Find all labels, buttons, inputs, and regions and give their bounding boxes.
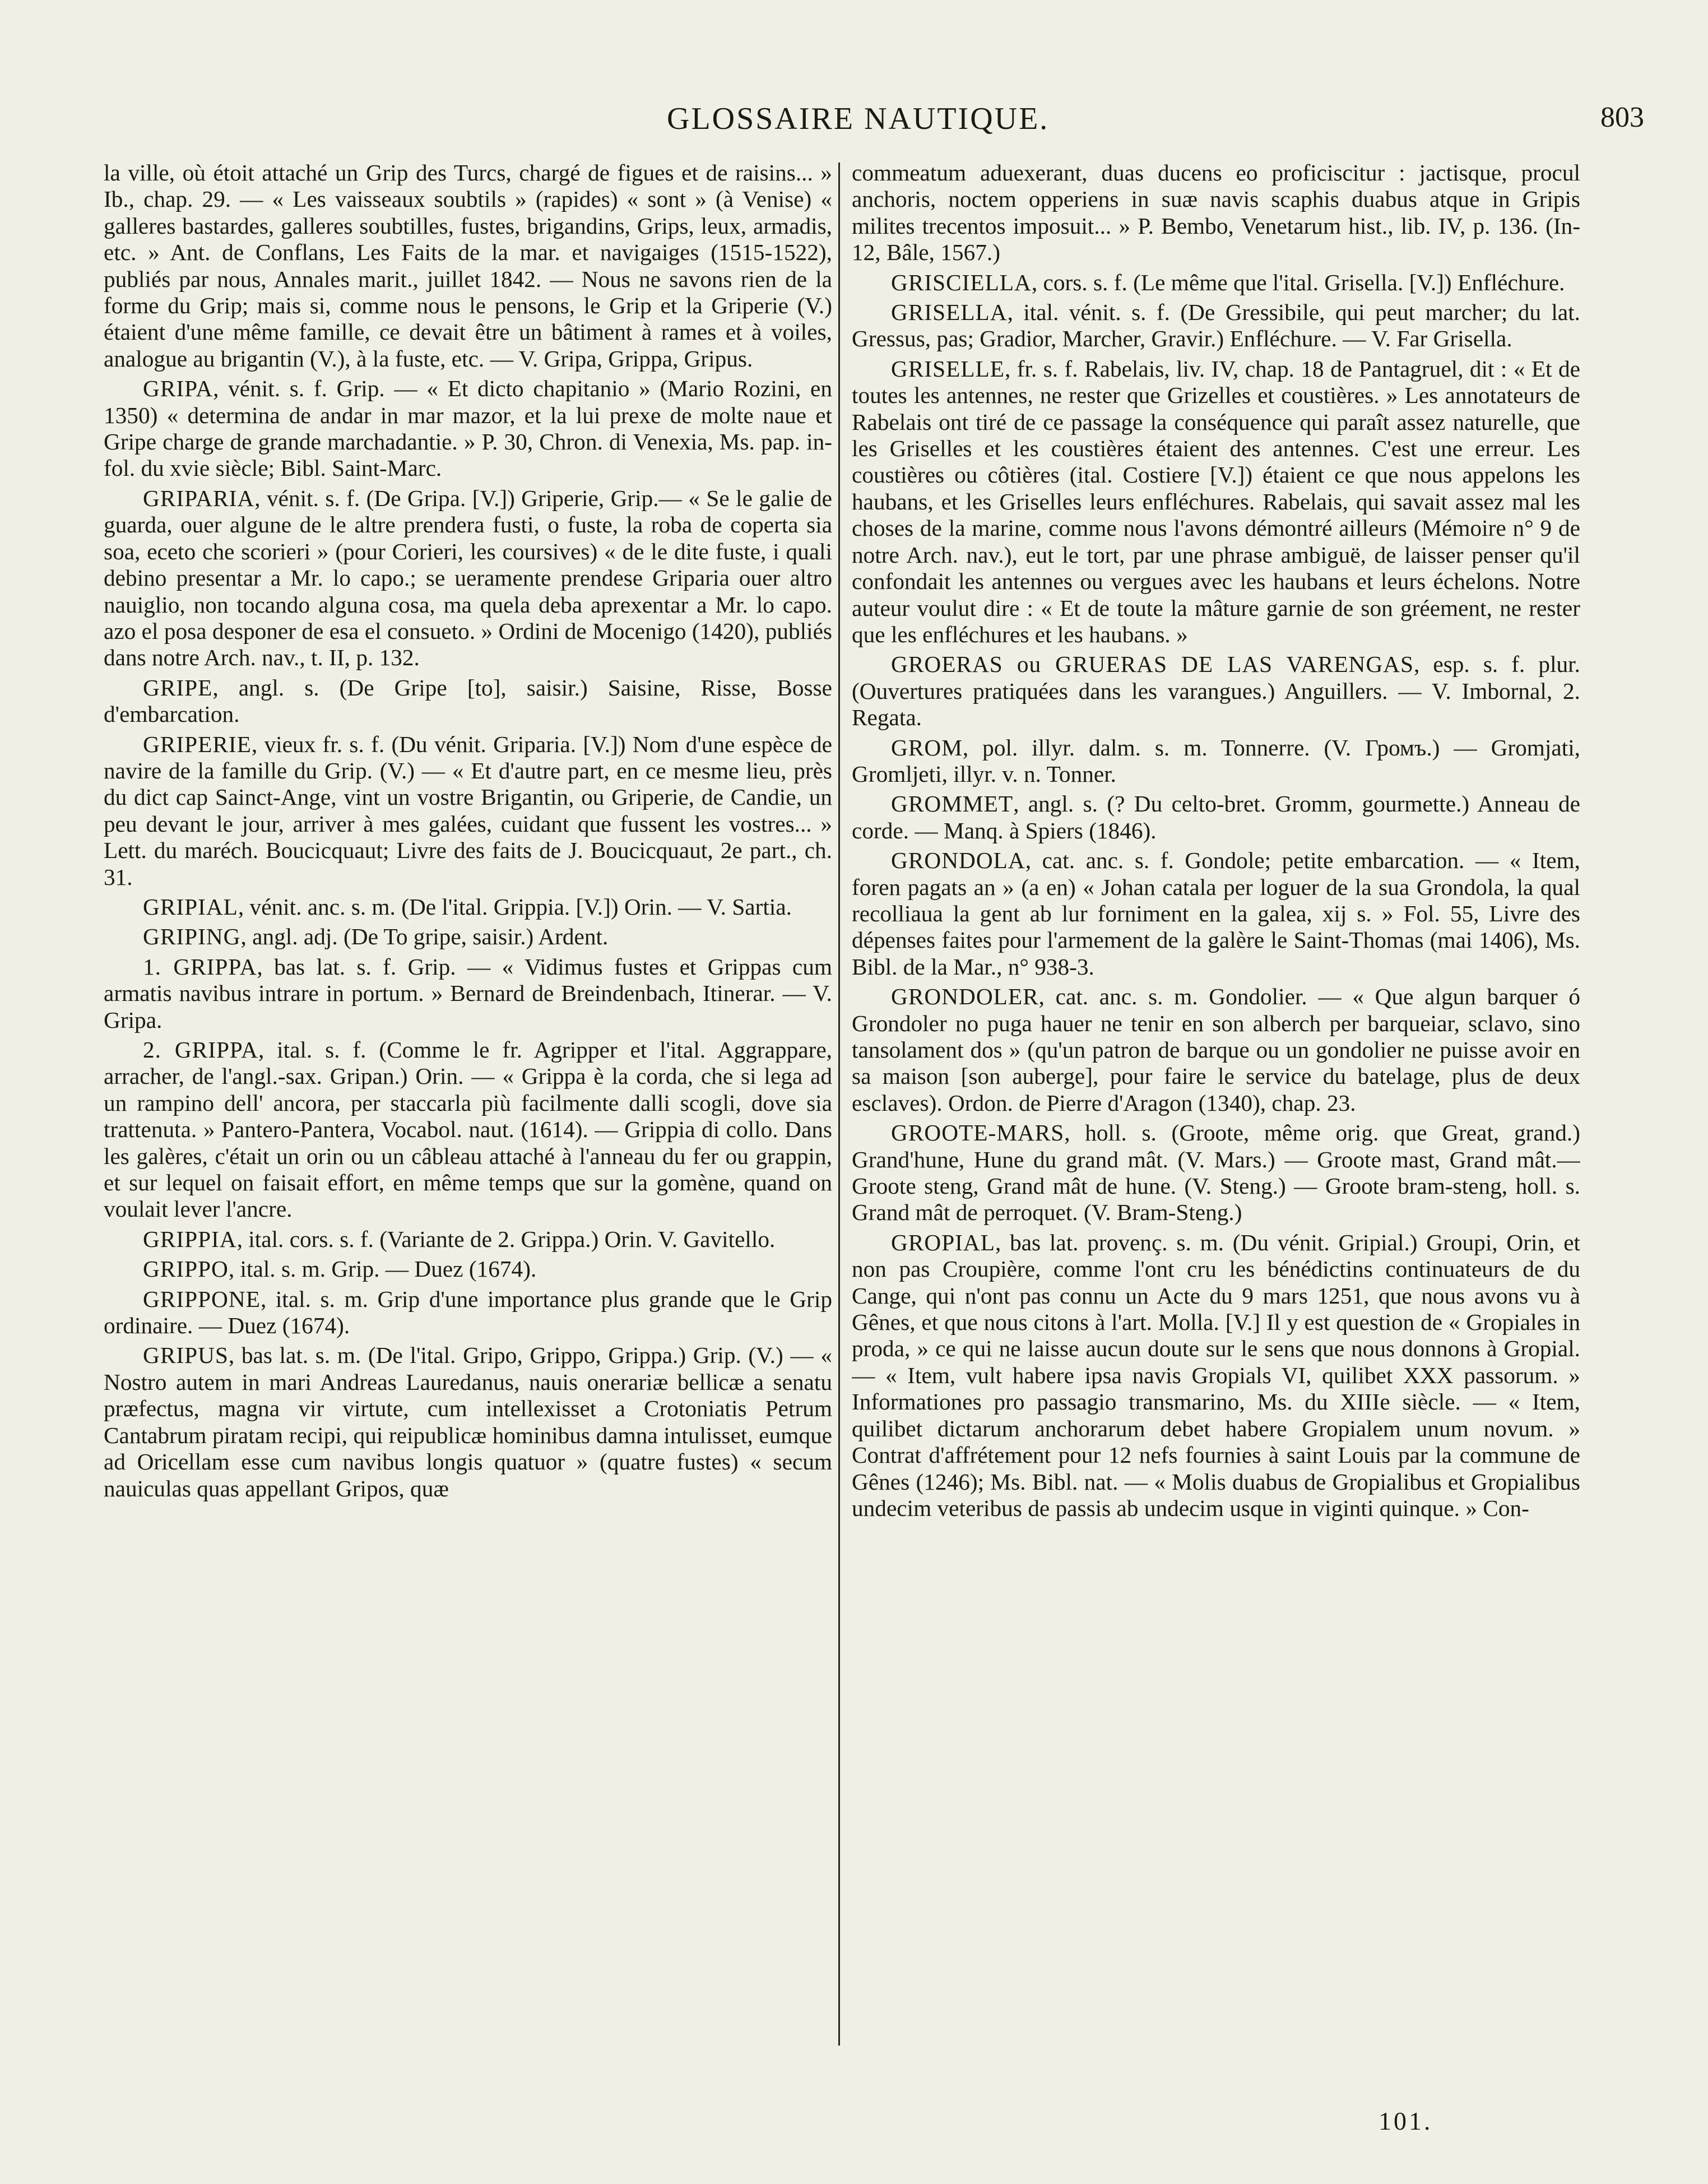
entry-text: , ital. s. m. Grip. — Duez (1674).	[228, 1256, 537, 1282]
continued-paragraph	[852, 160, 1580, 266]
entry-text: , esp. s. f. plur. (Ouvertures pratiquées dans les varangues.) Anguillers. — V. Imbornal, 2. Regata.	[852, 651, 1580, 731]
entry-headword: GRONDOLA	[891, 847, 1025, 874]
entry-headword: GRIPUS	[143, 1342, 229, 1369]
entry-headword: GROPIAL	[891, 1229, 995, 1255]
glossary-entry	[104, 375, 832, 482]
entry-text: , ital. cors. s. f. (Variante de 2. Grippa.) Orin. V. Gavitello.	[236, 1226, 776, 1252]
glossary-entry	[104, 1256, 832, 1282]
entry-headword: GRIPERIE	[143, 731, 252, 757]
entry-text: , vénit. s. f. Grip. — « Et dicto chapitanio » (Mario Rozini, en 1350) « determina de andar in mar mazor, et la lui prexe de molte naue et Gripe charge de grande marchadantie. » P. 30, Chron. di Venexia, Ms. pap. in-fol. du xvie siècle; Bibl. Saint-Marc.	[104, 375, 832, 481]
glossary-entry	[104, 1037, 832, 1223]
entry-text: , fr. s. f. Rabelais, liv. IV, chap. 18 de Pantagruel, dit : « Et de toutes les antennes, ne rester que Grizelles et coustières. » Les annotateurs de Rabelais ont tiré de ce passage la conséquence qui paraît assez naturelle, que les Griselles et les coustières étaient des antennes. C'est une erreur. Les coustières ou côtières (ital. Costiere [V.]) étaient ce que nous appelons les haubans, et les Griselles leurs enfléchures. Rabelais, qui savait assez mal les choses de la marine, comme nous l'avons démontré ailleurs (Mémoire n° 9 de notre Arch. nav.), eut le tort, par une phrase ambiguë, de laisser penser qu'il confondait les antennes ou vergues avec les haubans et leurs échelons. Notre auteur voulut dire : « Et de toute la mâture garnie de son gréement, ne rester que les enfléchures et les haubans. »	[852, 355, 1580, 647]
glossary-entry	[104, 1286, 832, 1339]
continued-paragraph	[104, 160, 832, 372]
page-number: 803	[1600, 101, 1644, 133]
glossary-entry	[852, 270, 1580, 296]
entry-text: , vénit. anc. s. m. (De l'ital. Grippia. [V.]) Orin. — V. Sartia.	[238, 893, 792, 920]
glossary-entry	[852, 299, 1580, 353]
entry-headword: 2. GRIPPA	[143, 1037, 258, 1063]
glossary-entry	[852, 1120, 1580, 1226]
entry-headword: GRISELLA	[891, 299, 1008, 326]
entry-text: , vieux fr. s. f. (Du vénit. Griparia. [V.]) Nom d'une espèce de navire de la famille du Grip. (V.) — « Et d'autre part, en ce mesme lieu, près du dict cap Sainct-Ange, vint un vostre Brigantin, ou Griperie, de Candie, un peu devant le jour, arriver à mes galées, cuidant que fussent les vostres... » Lett. du maréch. Boucicquaut; Livre des faits de J. Boucicquaut, 2e part., ch. 31.	[104, 731, 832, 890]
entry-text: , ital. s. m. Grip d'une importance plus grande que le Grip ordinaire. — Duez (1674).	[104, 1286, 832, 1339]
entry-text: , bas lat. s. f. Grip. — « Vidimus fustes et Grippas cum armatis navibus intrare in portum. » Bernard de Breindenbach, Itinerar. — V. Gripa.	[104, 953, 832, 1033]
glossary-entry	[104, 954, 832, 1033]
glossary-entry	[852, 791, 1580, 844]
entry-text: , bas lat. s. m. (De l'ital. Gripo, Grippo, Grippa.) Grip. (V.) — « Nostro autem in mari Andreas Lauredanus, nauis onerariæ bellicæ a senatu præfectus, magna vir virtute, cum intellexisset a Crotoniatis Petrum Cantabrum piratam recipi, qui reipublicæ hominibus damna intulisset, eumque ad Oricellam esse cum navibus longis quatuor » (quatre fustes) « secum nauiculas quas appellant Gripos, quæ	[104, 1342, 832, 1501]
entry-headword: GROM	[891, 734, 963, 761]
glossary-entry	[852, 735, 1580, 788]
entry-headword: GROOTE-MARS	[891, 1120, 1065, 1146]
glossary-entry	[104, 924, 832, 950]
entry-headword: GRIPARIA	[143, 485, 255, 511]
entry-text: , angl. adj. (De To gripe, saisir.) Ardent.	[240, 924, 609, 950]
entry-text: , bas lat. provenç. s. m. (Du vénit. Gripial.) Groupi, Orin, et non pas Croupière, comme l'ont cru les bénédictins continuateurs de du Cange, qui n'ont pas connu un Acte du 9 mars 1251, que nous avons vu à Gênes, et que nous citons à l'art. Molla. [V.] Il y est question de « Gropiales in proda, » ce qui ne laisse aucun doute sur le sens que nous donnons à Gropial. — « Item, vult habere ipsa navis Gropials VI, quilibet XXX passorum. » Informationes pro passagio transmarino, Ms. du XIIIe siècle. — « Item, quilibet dictarum anchorarum debet habere Gropialem unum novum. » Contrat d'affrétement pour 12 nefs fournies à saint Louis par la commune de Gênes (1246); Ms. Bibl. nat. — « Molis duabus de Gropialibus et Gropialibus undecim veteribus de passis ab undecim usque in viginti quinque. » Con-	[852, 1229, 1580, 1521]
entry-text: , cors. s. f. (Le même que l'ital. Grisella. [V.]) Enfléchure.	[1031, 269, 1565, 295]
signature-mark: 101.	[1379, 2107, 1433, 2135]
right-column	[852, 160, 1580, 2106]
entry-text: la ville, où étoit attaché un Grip des Turcs, chargé de figues et de raisins... » Ib., chap. 29. — « Les vaisseaux soubtils » (rapides) « sont » (à Venise) « galleres bastardes, galleres soubtilles, fustes, brigandins, Grips, leux, armadis, etc. » Ant. de Conflans, Les Faits de la mar. et navigaiges (1515-1522), publiés par nous, Annales marit., juillet 1842. — Nous ne savons rien de la forme du Grip; mais si, comme nous le pensons, le Grip et la Griperie (V.) étaient d'une même famille, ce devait être un bâtiment à rames et à voiles, analogue au brigantin (V.), à la fuste, etc. — V. Gripa, Grippa, Gripus.	[104, 160, 832, 372]
glossary-entry	[104, 485, 832, 671]
column-divider	[838, 163, 840, 2046]
glossary-entry	[852, 1230, 1580, 1522]
entry-headword: GROMMET	[891, 791, 1014, 817]
entry-text: , pol. illyr. dalm. s. m. Tonnerre. (V. Громъ.) — Gromjati, Gromljeti, illyr. v. n. Tonner.	[852, 734, 1580, 787]
entry-text: , ital. vénit. s. f. (De Gressibile, qui peut marcher; du lat. Gressus, pas; Gradior, Marcher, Gravir.) Enfléchure. — V. Far Grisella.	[852, 299, 1580, 352]
glossary-entry	[852, 356, 1580, 648]
entry-text: commeatum aduexerant, duas ducens eo proficiscitur : jactisque, procul anchoris, noctem opperiens in suæ navis scaphis duabus atque in Gripis milites trecentos imposuit... » P. Bembo, Venetarum hist., lib. IV, p. 136. (In-12, Bâle, 1567.)	[852, 160, 1580, 266]
entry-headword: GRIPING	[143, 924, 241, 950]
entry-headword: GRIPA	[143, 375, 214, 402]
entry-headword: GRISELLE	[891, 355, 1005, 382]
entry-headword: GRIPPO	[143, 1256, 229, 1282]
entry-headword: GRIPPIA	[143, 1226, 237, 1252]
left-column	[104, 160, 832, 2106]
entry-headword: GRIPIAL	[143, 893, 238, 920]
entry-text: , angl. s. (? Du celto-bret. Gromm, gourmette.) Anneau de corde. — Manq. à Spiers (1846).	[852, 791, 1580, 843]
entry-headword: GRONDOLER	[891, 984, 1039, 1010]
entry-headword: GRISCIELLA	[891, 269, 1032, 295]
entry-text: , cat. anc. s. f. Gondole; petite embarcation. — « Item, foren pagats an » (a en) « Johan catala per loguer de la sua Grondola, la qual recolliaua la gent ab lur forniment en la galea, xij s. » Fol. 55, Livre des dépenses faites pour l'armement de la galère le Saint-Thomas (mai 1406), Ms. Bibl. de la Mar., n° 938-3.	[852, 847, 1580, 980]
entry-headword: GRIPE	[143, 674, 213, 701]
running-head: GLOSSAIRE NAUTIQUE.	[667, 101, 1050, 136]
glossary-entry	[104, 675, 832, 728]
entry-text: , angl. s. (De Gripe [to], saisir.) Saisine, Risse, Bosse d'embarcation.	[104, 674, 832, 727]
entry-text: , holl. s. (Groote, même orig. que Great, grand.) Grand'hune, Hune du grand mât. (V. Mars.) — Groote mast, Grand mât.—Groote steng, Grand mât de hune. (V. Steng.) — Groote bram-steng, holl. s. Grand mât de perroquet. (V. Bram-Steng.)	[852, 1120, 1580, 1226]
entry-text: , vénit. s. f. (De Gripa. [V.]) Griperie, Grip.— « Se le galie de guarda, ouer algune de le altre prendera fusti, o fuste, la roba de coperta sia soa, eceto che scorieri » (pour Corieri, les coursives) « de le dite fuste, i quali debino presentar a Mr. lo capo.; se ueramente prendese Griparia ouer altro nauiglio, non tocando alguna cosa, ma quela deba aprexentar a Mr. lo capo. azo el posa desponer de esa el consueto. » Ordini de Mocenigo (1420), publiés dans notre Arch. nav., t. II, p. 132.	[104, 485, 832, 671]
glossary-entry	[852, 651, 1580, 731]
entry-headword: GRIPPONE	[143, 1286, 261, 1312]
entry-headword: 1. GRIPPA	[143, 953, 257, 980]
glossary-entry	[104, 1226, 832, 1253]
glossary-entry	[104, 1342, 832, 1501]
entry-headword: GROERAS ou GRUERAS DE LAS VARENGAS	[891, 651, 1414, 678]
entry-text: , ital. s. f. (Comme le fr. Agripper et l'ital. Aggrappare, arracher, de l'angl.-sax. Gripan.) Orin. — « Grippa è la corda, che si lega ad un rampino dell' ancora, per staccarla più facilmente dalli scogli, dove sia trattenuta. » Pantero-Pantera, Vocabol. naut. (1614). — Grippia di collo. Dans les galères, c'était un orin ou un câbleau attaché à l'anneau du fer ou grappin, et sur lequel on faisait effort, en même temps que sur la gomène, quand on voulait lever l'ancre.	[104, 1037, 832, 1222]
glossary-entry	[104, 894, 832, 920]
glossary-entry	[852, 984, 1580, 1116]
glossary-entry	[852, 847, 1580, 980]
entry-text: , cat. anc. s. m. Gondolier. — « Que algun barquer ó Grondoler no puga hauer ne tenir en son alberch per barqueiar, sclavo, sino tansolament dos » (qu'un patron de barque ou un gondolier ne puisse avoir en sa maison [son auberge], pour faire le service du batelage, plus de deux esclaves). Ordon. de Pierre d'Aragon (1340), chap. 23.	[852, 984, 1580, 1116]
glossary-entry	[104, 731, 832, 891]
